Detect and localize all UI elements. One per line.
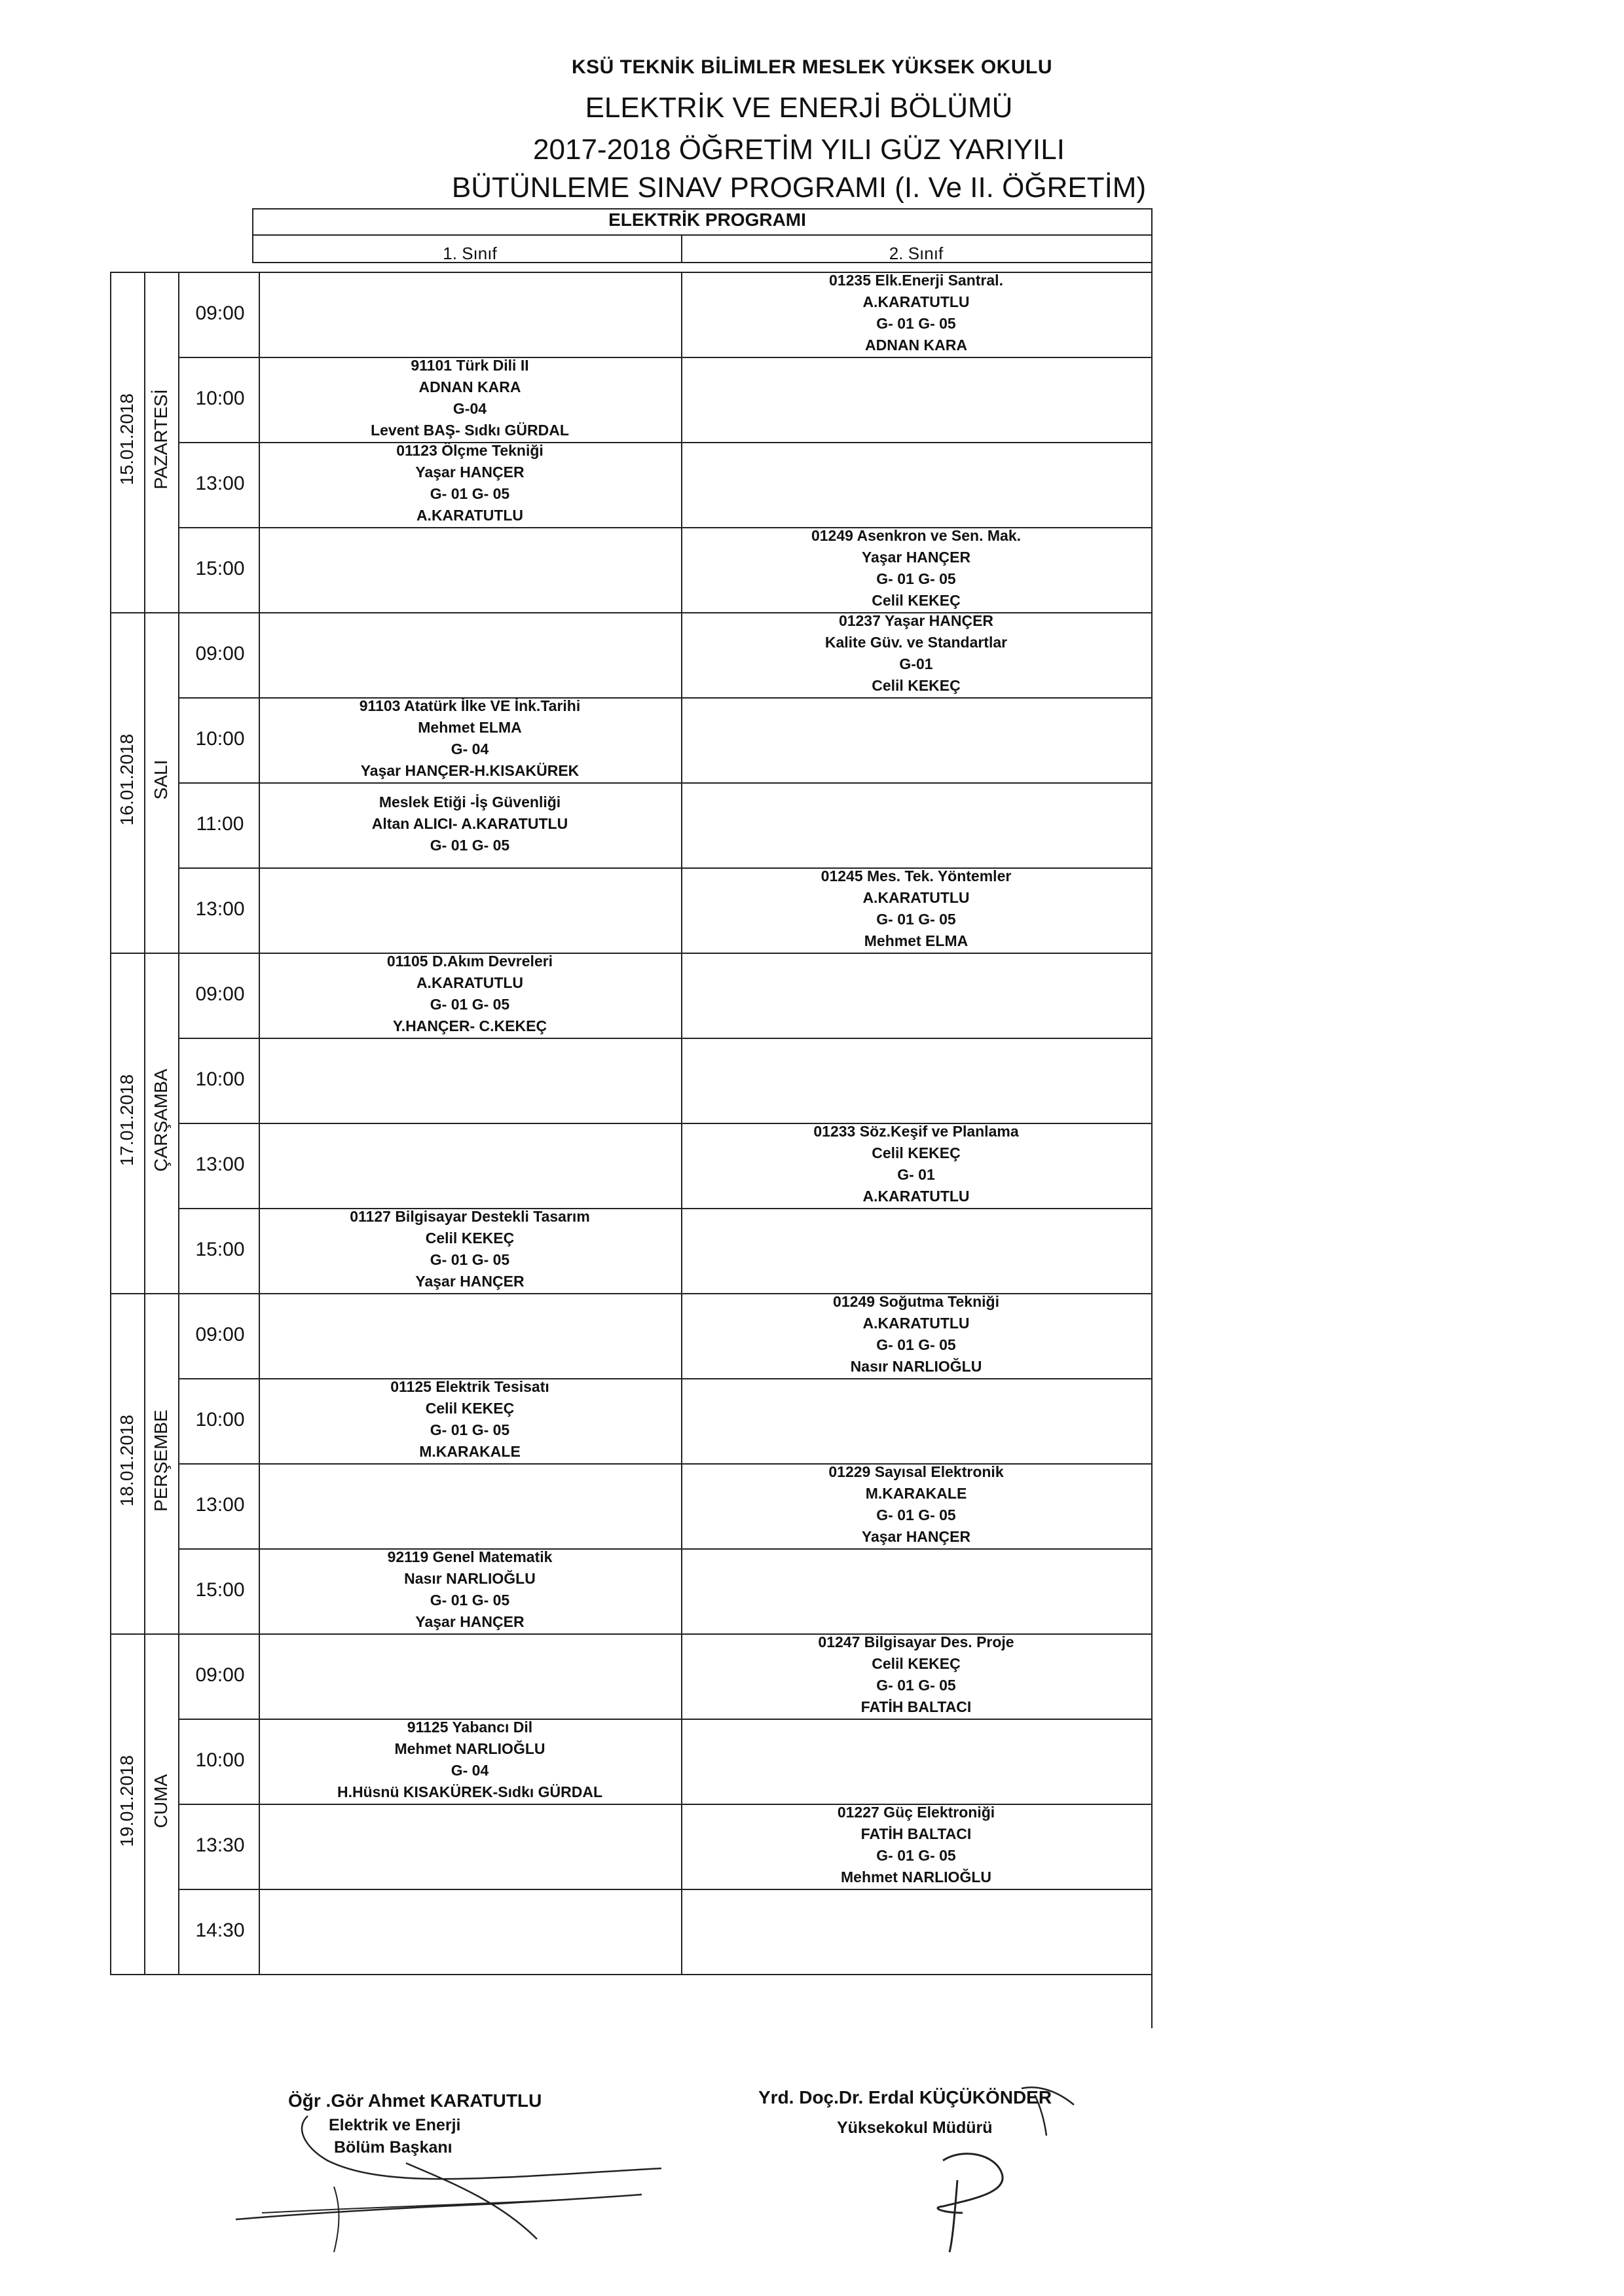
exam-cell-line: Meslek Etiği -İş Güvenliği xyxy=(378,793,561,811)
day-left-border xyxy=(110,1293,111,1633)
day-left-border xyxy=(110,1633,111,1974)
exam-cell-line: Levent BAŞ- Sıdkı GÜRDAL xyxy=(371,422,569,439)
exam-cell-line: 01233 Söz.Keşif ve Planlama xyxy=(813,1123,1019,1140)
exam-cell-line: 01127 Bilgisayar Destekli Tasarım xyxy=(350,1208,590,1225)
term-label: 2017-2018 ÖĞRETİM YILI GÜZ YARIYILI xyxy=(533,134,1065,166)
exam-cell-line: Celil KEKEÇ xyxy=(425,1400,515,1417)
exam-cell xyxy=(259,695,681,782)
exam-cell-line: G-01 xyxy=(899,655,933,672)
exam-cell-line: G- 04 xyxy=(451,1762,489,1779)
exam-cell-line: G- 01 G- 05 xyxy=(430,1592,510,1609)
day-name: ÇARŞAMBA xyxy=(151,1068,171,1172)
day-name: PERŞEMBE xyxy=(151,1410,171,1512)
exam-cell-line: 01227 Güç Elektroniği xyxy=(837,1804,995,1821)
exam-cell xyxy=(259,1546,681,1633)
department-name: ELEKTRİK VE ENERJİ BÖLÜMÜ xyxy=(585,92,1013,124)
time-slot: 15:00 xyxy=(195,1579,245,1601)
day-divider xyxy=(144,953,145,1293)
time-slot: 15:00 xyxy=(195,558,245,579)
exam-cell xyxy=(681,866,1151,952)
day-left-border xyxy=(110,272,111,612)
exam-cell-line: M.KARAKALE xyxy=(419,1443,521,1460)
exam-cell-line: FATİH BALTACI xyxy=(860,1698,972,1715)
exam-cell-line: G- 01 G- 05 xyxy=(430,996,510,1013)
day-left-border xyxy=(110,612,111,953)
exam-cell-line: Yaşar HANÇER xyxy=(415,464,525,481)
exam-cell-line: H.Hüsnü KISAKÜREK-Sıdkı GÜRDAL xyxy=(337,1783,603,1800)
exam-cell xyxy=(259,951,681,1037)
day-divider xyxy=(144,272,145,612)
time-slot: 13:00 xyxy=(195,1154,245,1175)
exam-cell-line: Celil KEKEÇ xyxy=(872,1655,961,1672)
exam-cell-line: G- 01 G- 05 xyxy=(876,1677,956,1694)
time-slot: 09:00 xyxy=(195,643,245,665)
exam-cell-line: A.KARATUTLU xyxy=(862,1188,970,1205)
day-divider xyxy=(144,1293,145,1633)
exam-cell xyxy=(681,1121,1151,1207)
time-slot: 10:00 xyxy=(195,1068,245,1090)
exam-cell-line: 91103 Atatürk İlke VE İnk.Tarihi xyxy=(359,697,581,714)
exam-cell-line: G- 01 G- 05 xyxy=(430,1421,510,1438)
time-slot: 13:30 xyxy=(195,1834,245,1856)
school-name: KSÜ TEKNİK BİLİMLER MESLEK YÜKSEK OKULU xyxy=(572,56,1052,78)
day-name: CUMA xyxy=(151,1774,171,1829)
exam-cell-line: 01249 Asenkron ve Sen. Mak. xyxy=(811,527,1022,544)
exam-cell-line: ADNAN KARA xyxy=(418,378,521,395)
day-date: 18.01.2018 xyxy=(117,1414,137,1507)
exam-cell-line: G- 01 G- 05 xyxy=(876,911,956,928)
exam-cell-line: G- 01 G- 05 xyxy=(876,315,956,332)
exam-cell-line: G- 01 G- 05 xyxy=(430,836,510,854)
exam-cell-line: A.KARATUTLU xyxy=(416,974,524,991)
row-border xyxy=(178,1889,1151,1890)
exam-cell-line: 01235 Elk.Enerji Santral. xyxy=(829,272,1003,289)
time-slot: 10:00 xyxy=(195,728,245,750)
exam-cell-line: FATİH BALTACI xyxy=(860,1825,972,1842)
time-slot: 10:00 xyxy=(195,388,245,409)
exam-cell-line: Mehmet NARLIOĞLU xyxy=(841,1868,991,1886)
exam-cell-line: 01125 Elektrik Tesisatı xyxy=(390,1378,549,1395)
exam-cell-line: A.KARATUTLU xyxy=(862,1315,970,1332)
row-border xyxy=(110,1974,1151,1975)
exam-cell-line: G- 01 G- 05 xyxy=(876,1506,956,1523)
exam-cell-line: 92119 Genel Matematik xyxy=(387,1548,553,1565)
day-name: PAZARTESİ xyxy=(151,389,171,490)
exam-cell-line: G- 01 G- 05 xyxy=(430,1251,510,1268)
day-date: 15.01.2018 xyxy=(117,393,137,486)
exam-cell-line: G-04 xyxy=(452,400,487,417)
exam-cell-line: A.KARATUTLU xyxy=(862,889,970,906)
exam-cell-line: 91101 Türk Dili II xyxy=(411,357,529,374)
exam-cell-line: Yaşar HANÇER-H.KISAKÜREK xyxy=(360,762,580,779)
exam-cell-line: Kalite Güv. ve Standartlar xyxy=(824,634,1008,651)
signatory-right-title: Yüksekokul Müdürü xyxy=(837,2119,993,2137)
signatory-left-name: Öğr .Gör Ahmet KARATUTLU xyxy=(288,2090,542,2111)
time-slot: 09:00 xyxy=(195,983,245,1005)
time-slot: 13:00 xyxy=(195,1494,245,1516)
time-slot: 13:00 xyxy=(195,898,245,920)
exam-cell xyxy=(259,440,681,526)
exam-cell-line: 01247 Bilgisayar Des. Proje xyxy=(818,1633,1014,1650)
exam-cell-line: Altan ALICI- A.KARATUTLU xyxy=(371,814,568,832)
exam-cell-line: ADNAN KARA xyxy=(865,337,967,354)
exam-cell-line: A.KARATUTLU xyxy=(416,507,524,524)
exam-cell-line: G- 01 G- 05 xyxy=(876,1847,956,1864)
exam-cell xyxy=(681,1802,1151,1888)
day-left-border xyxy=(110,953,111,1293)
row-border xyxy=(178,782,1151,784)
time-slot: 09:00 xyxy=(195,1324,245,1345)
program-title: ELEKTRİK PROGRAMI xyxy=(608,210,806,230)
exam-cell xyxy=(681,525,1151,611)
day-divider xyxy=(144,1633,145,1974)
exam-cell-line: Mehmet ELMA xyxy=(864,932,969,949)
exam-cell-line: Yaşar HANÇER xyxy=(861,549,971,566)
exam-cell-line: 01229 Sayısal Elektronik xyxy=(828,1463,1004,1480)
document-title: BÜTÜNLEME SINAV PROGRAMI (I. Ve II. ÖĞRETİM) xyxy=(451,172,1147,204)
exam-cell-line: G- 01 G- 05 xyxy=(430,485,510,502)
exam-cell-line: 01237 Yaşar HANÇER xyxy=(838,612,994,629)
exam-cell-line: 91125 Yabancı Dil xyxy=(407,1719,533,1736)
exam-cell-line: Yaşar HANÇER xyxy=(415,1613,525,1630)
exam-cell xyxy=(681,1461,1151,1548)
time-slot: 15:00 xyxy=(195,1239,245,1260)
exam-cell-line: 01105 D.Akım Devreleri xyxy=(386,953,553,970)
time-slot: 09:00 xyxy=(195,1664,245,1686)
exam-cell-line: Mehmet ELMA xyxy=(418,719,522,736)
exam-cell-line: Celil KEKEÇ xyxy=(872,1144,961,1161)
exam-cell-line: Nasır NARLIOĞLU xyxy=(850,1358,982,1375)
exam-cell-line: 01123 Ölçme Tekniği xyxy=(396,442,544,459)
signatory-left-title-1: Elektrik ve Enerji xyxy=(329,2116,461,2134)
exam-cell-line: G- 01 G- 05 xyxy=(876,1336,956,1353)
exam-cell-line: G- 04 xyxy=(451,740,489,757)
exam-cell-line: Mehmet NARLIOĞLU xyxy=(394,1740,545,1757)
signatory-right-name: Yrd. Doç.Dr. Erdal KÜÇÜKÖNDER xyxy=(758,2087,1052,2107)
exam-cell-line: M.KARAKALE xyxy=(865,1485,967,1502)
day-divider xyxy=(144,612,145,953)
exam-cell-line: G- 01 xyxy=(897,1166,935,1183)
day-date: 16.01.2018 xyxy=(117,733,137,826)
time-slot: 14:30 xyxy=(195,1920,245,1941)
column-header-class1: 1. Sınıf xyxy=(443,244,497,263)
exam-cell-line: 01249 Soğutma Tekniği xyxy=(833,1293,999,1310)
exam-cell xyxy=(681,1631,1151,1718)
exam-cell-line: G- 01 G- 05 xyxy=(876,570,956,587)
exam-cell xyxy=(259,1376,681,1463)
exam-cell-line: Celil KEKEÇ xyxy=(872,677,961,694)
time-slot: 13:00 xyxy=(195,473,245,494)
exam-cell xyxy=(681,610,1151,697)
signatory-left-title-2: Bölüm Başkanı xyxy=(334,2138,452,2157)
time-slot: 09:00 xyxy=(195,302,245,324)
exam-cell xyxy=(681,1291,1151,1377)
day-date: 17.01.2018 xyxy=(117,1074,137,1167)
exam-cell-line: Y.HANÇER- C.KEKEÇ xyxy=(392,1017,547,1034)
exam-cell-line: Yaşar HANÇER xyxy=(415,1273,525,1290)
exam-cell xyxy=(259,355,681,441)
column-header-class2: 2. Sınıf xyxy=(889,244,944,263)
time-slot: 10:00 xyxy=(195,1409,245,1430)
exam-cell xyxy=(259,1717,681,1803)
day-name: SALI xyxy=(151,759,171,800)
exam-cell xyxy=(259,792,681,856)
time-slot: 11:00 xyxy=(196,813,244,835)
exam-cell xyxy=(259,1206,681,1292)
exam-cell-line: Yaşar HANÇER xyxy=(861,1528,971,1545)
exam-cell-line: A.KARATUTLU xyxy=(862,293,970,310)
time-slot: 10:00 xyxy=(195,1749,245,1771)
exam-cell xyxy=(681,270,1151,356)
exam-cell-line: Nasır NARLIOĞLU xyxy=(404,1570,536,1587)
day-date: 19.01.2018 xyxy=(117,1755,137,1848)
exam-cell-line: 01245 Mes. Tek. Yöntemler xyxy=(821,867,1012,884)
row-border xyxy=(178,1038,1151,1039)
exam-cell-line: Celil KEKEÇ xyxy=(872,592,961,609)
exam-cell-line: Celil KEKEÇ xyxy=(425,1230,515,1247)
